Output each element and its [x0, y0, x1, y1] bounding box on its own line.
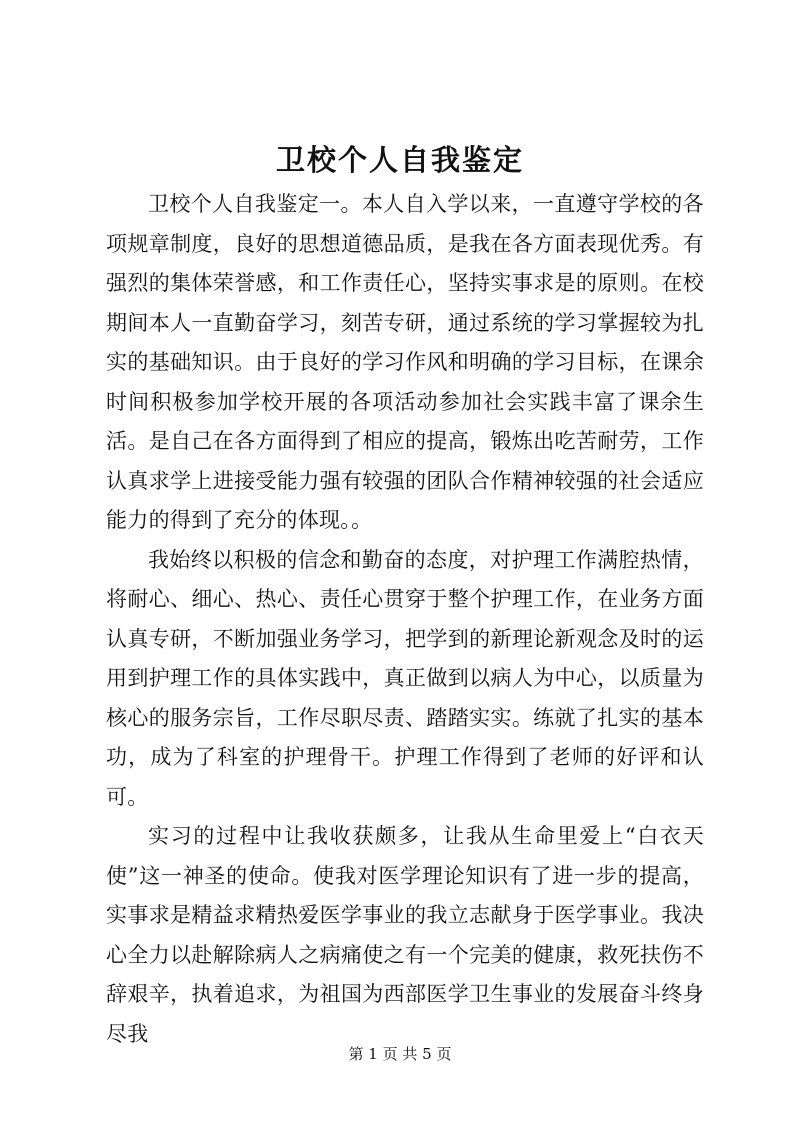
paragraph-1: 卫校个人自我鉴定一。本人自入学以来，一直遵守学校的各项规章制度，良好的思想道德品质，是我在各方面表现优秀。有强烈的集体荣誉感，和工作责任心，坚持实事求是的原则。在校期间本人一直勤奋学习，刻苦专研，通过系统的学习掌握较为扎实的基础知识。由于良好的学习作风和明确的学习目标，在课余时间积极参加学校开展的各项活动参加社会实践丰富了课余生活。是自己在各方面得到了相应的提高，锻炼出吃苦耐劳，工作认真求学上进接受能力强有较强的团队合作精神较强的社会适应能力的得到了充分的体现。。 [106, 192, 704, 532]
document-title: 卫校个人自我鉴定 [275, 143, 524, 177]
document-body [106, 185, 704, 1054]
paragraph-3: 实习的过程中让我收获颇多，让我从生命里爱上“白衣天使”这一神圣的使命。使我对医学理论知识有了进一步的提高，实事求是精益求精热爱医学事业的我立志献身于医学事业。我决心全力以赴解除病人之病痛使之有一个完美的健康，救死扶伤不辞艰辛，执着追求，为祖国为西部医学卫生事业的发展奋斗终身尽我 [106, 824, 704, 1046]
page-footer: 第 1 页 共 5 页 [348, 1045, 452, 1063]
paragraph-2: 我始终以积极的信念和勤奋的态度，对护理工作满腔热情，将耐心、细心、热心、责任心贯穿于整个护理工作，在业务方面认真专研，不断加强业务学习，把学到的新理论新观念及时的运用到护理工作的具体实践中，真正做到以病人为中心，以质量为核心的服务宗旨，工作尽职尽责、踏踏实实。练就了扎实的基本功，成为了科室的护理骨干。护理工作得到了老师的好评和认可。 [106, 547, 704, 809]
